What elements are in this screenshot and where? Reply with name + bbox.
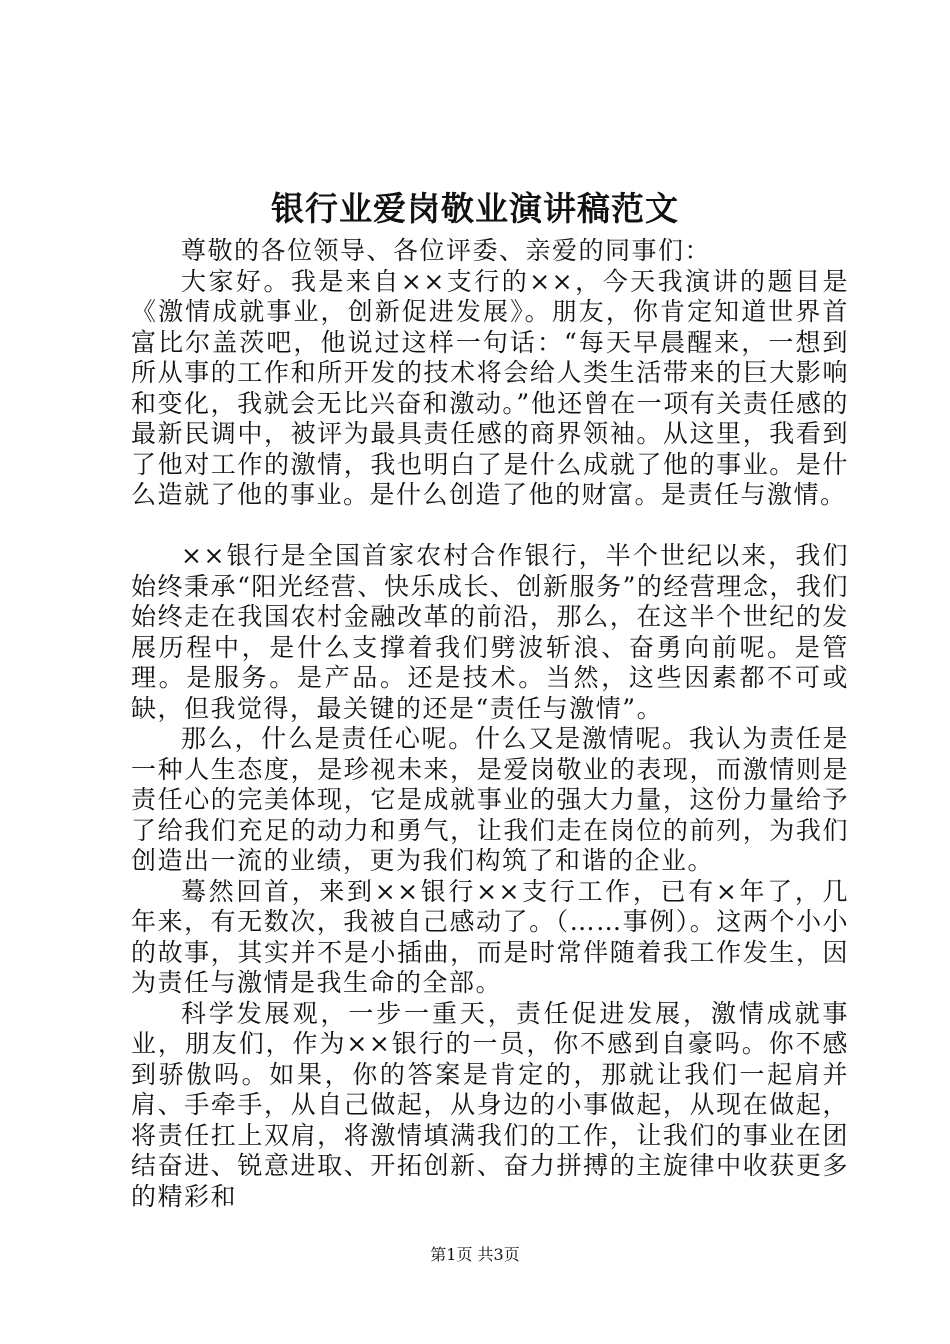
salutation-paragraph: 尊敬的各位领导、各位评委、亲爱的同事们： bbox=[181, 236, 712, 265]
page-footer: 第1页 共3页 bbox=[430, 1245, 520, 1264]
body-paragraph: 那么，什么是责任心呢。什么又是激情呢。我认为责任是一种人生态度，是珍视未来，是爱岗敬业的表现，而激情则是责任心的完美体现，它是成就事业的强大力量，这份力量给予了给我们充足的动力和勇气，让我们走在岗位的前列，为我们创造出一流的业绩，更为我们构筑了和谐的企业。 bbox=[131, 724, 849, 875]
body-paragraph: 科学发展观，一步一重天，责任促进发展，激情成就事业，朋友们，作为××银行的一员，你不感到自豪吗。你不感到骄傲吗。如果，你的答案是肯定的，那就让我们一起肩并肩、手牵手，从自己做起，从身边的小事做起，从现在做起，将责任扛上双肩，将激情填满我们的工作，让我们的事业在团结奋进、锐意进取、开拓创新、奋力拼搏的主旋律中收获更多的精彩和 bbox=[131, 998, 849, 1211]
body-paragraph: 蓦然回首，来到××银行××支行工作，已有×年了，几年来，有无数次，我被自己感动了。（……事例）。这两个小小的故事，其实并不是小插曲，而是时常伴随着我工作发生，因为责任与激情是我生命的全部。 bbox=[131, 876, 849, 997]
body-paragraph: ××银行是全国首家农村合作银行，半个世纪以来，我们始终秉承“阳光经营、快乐成长、创新服务”的经营理念，我们始终走在我国农村金融改革的前沿，那么，在这半个世纪的发展历程中，是什么支撑着我们劈波斩浪、奋勇向前呢。是管理。是服务。是产品。还是技术。当然，这些因素都不可或缺，但我觉得，最关键的还是“责任与激情”。 bbox=[131, 541, 849, 723]
document-body bbox=[131, 236, 849, 1212]
document-title: 银行业爱岗敬业演讲稿范文 bbox=[271, 189, 679, 228]
body-paragraph: 大家好。我是来自××支行的××，今天我演讲的题目是《激情成就事业，创新促进发展》。朋友，你肯定知道世界首富比尔盖茨吧，他说过这样一句话：“每天早晨醒来，一想到所从事的工作和所开发的技术将会给人类生活带来的巨大影响和变化，我就会无比兴奋和激动。”他还曾在一项有关责任感的最新民调中，被评为最具责任感的商界领袖。从这里，我看到了他对工作的激情，我也明白了是什么成就了他的事业。是什么造就了他的事业。是什么创造了他的财富。是责任与激情。 bbox=[131, 266, 849, 509]
